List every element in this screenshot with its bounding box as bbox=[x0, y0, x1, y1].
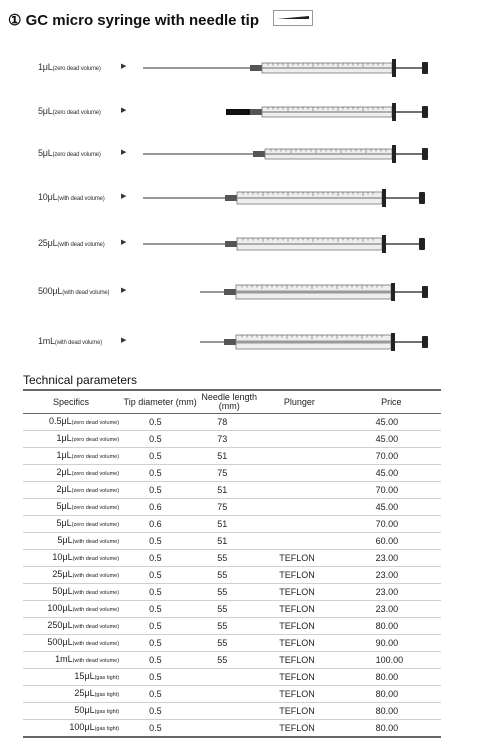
cell-specifics bbox=[23, 431, 119, 448]
syringe-label bbox=[38, 238, 105, 248]
syringe-capacity: 10μL bbox=[38, 192, 58, 202]
cell-specifics bbox=[23, 499, 119, 516]
cell-tip-diameter: 0.5 bbox=[119, 533, 201, 550]
cell-plunger bbox=[257, 482, 341, 499]
cell-specifics bbox=[23, 584, 119, 601]
cell-tip-diameter: 0.5 bbox=[119, 635, 201, 652]
spec-note: (with dead volume) bbox=[72, 573, 120, 579]
spec-note: (with dead volume) bbox=[72, 624, 120, 630]
table-row bbox=[23, 601, 441, 618]
spec-capacity: 25μL bbox=[52, 569, 73, 579]
cell-price: 45.00 bbox=[342, 499, 441, 516]
spec-note: (gas tight) bbox=[94, 692, 120, 698]
cell-needle-length: 55 bbox=[201, 584, 257, 601]
table-row bbox=[23, 533, 441, 550]
flange bbox=[382, 189, 386, 207]
cell-plunger: TEFLON bbox=[257, 567, 341, 584]
cell-specifics bbox=[23, 703, 119, 720]
cell-plunger bbox=[257, 465, 341, 482]
cell-needle-length bbox=[201, 669, 257, 686]
cell-specifics bbox=[23, 669, 119, 686]
table-row bbox=[23, 482, 441, 499]
cell-plunger bbox=[257, 516, 341, 533]
syringe-row bbox=[0, 142, 480, 166]
spec-note: (with dead volume) bbox=[72, 658, 120, 664]
spec-note: (zero dead volume) bbox=[71, 505, 120, 511]
header-specifics: Specifics bbox=[23, 390, 119, 414]
cell-specifics bbox=[23, 482, 119, 499]
spec-note: (with dead volume) bbox=[72, 590, 120, 596]
flange bbox=[392, 145, 396, 163]
table-row bbox=[23, 720, 441, 738]
hub bbox=[250, 109, 262, 115]
cell-price: 23.00 bbox=[342, 584, 441, 601]
cell-needle-length: 55 bbox=[201, 635, 257, 652]
table-row bbox=[23, 550, 441, 567]
flange bbox=[391, 283, 395, 301]
spec-capacity: 5μL bbox=[56, 501, 72, 511]
hub bbox=[225, 241, 237, 247]
table-row bbox=[23, 584, 441, 601]
cell-plunger: TEFLON bbox=[257, 584, 341, 601]
hub bbox=[253, 151, 265, 157]
spec-capacity: 100μL bbox=[69, 722, 95, 732]
syringe-note: (zero dead volume) bbox=[52, 152, 101, 158]
spec-capacity: 100μL bbox=[47, 603, 73, 613]
technical-parameters-table bbox=[23, 389, 441, 738]
cell-tip-diameter: 0.5 bbox=[119, 567, 201, 584]
cell-price: 45.00 bbox=[342, 414, 441, 431]
cell-price: 23.00 bbox=[342, 601, 441, 618]
spec-note: (zero dead volume) bbox=[71, 454, 120, 460]
cell-tip-diameter: 0.5 bbox=[119, 431, 201, 448]
cell-price: 23.00 bbox=[342, 550, 441, 567]
syringe-capacity: 1mL bbox=[38, 336, 55, 346]
cell-needle-length: 51 bbox=[201, 482, 257, 499]
cell-plunger bbox=[257, 414, 341, 431]
cell-specifics bbox=[23, 601, 119, 618]
spec-capacity: 0.5μL bbox=[48, 416, 72, 426]
spec-note: (zero dead volume) bbox=[71, 488, 120, 494]
cell-specifics bbox=[23, 635, 119, 652]
cell-needle-length: 55 bbox=[201, 567, 257, 584]
arrow-right-icon: ▶ bbox=[121, 287, 127, 294]
spec-note: (gas tight) bbox=[94, 726, 120, 732]
syringe-note: (zero dead volume) bbox=[52, 110, 101, 116]
arrow-right-icon: ▶ bbox=[121, 193, 127, 200]
cell-tip-diameter: 0.5 bbox=[119, 618, 201, 635]
cell-price: 60.00 bbox=[342, 533, 441, 550]
flange bbox=[391, 333, 395, 351]
syringe-label bbox=[38, 106, 101, 116]
cell-plunger: TEFLON bbox=[257, 703, 341, 720]
flange bbox=[382, 235, 386, 253]
cell-needle-length: 55 bbox=[201, 550, 257, 567]
table-row bbox=[23, 516, 441, 533]
cell-plunger: TEFLON bbox=[257, 635, 341, 652]
cell-needle-length: 51 bbox=[201, 516, 257, 533]
table-row bbox=[23, 686, 441, 703]
cell-specifics bbox=[23, 516, 119, 533]
arrow-right-icon: ▶ bbox=[121, 239, 127, 246]
spec-capacity: 50μL bbox=[52, 586, 73, 596]
plunger-cap bbox=[422, 62, 428, 74]
cell-plunger: TEFLON bbox=[257, 652, 341, 669]
spec-note: (with dead volume) bbox=[72, 641, 120, 647]
header-needle-length: Needle length (mm) bbox=[201, 390, 257, 414]
cell-needle-length: 78 bbox=[201, 414, 257, 431]
arrow-right-icon: ▶ bbox=[121, 63, 127, 70]
cell-needle-length: 51 bbox=[201, 533, 257, 550]
spec-note: (with dead volume) bbox=[72, 607, 120, 613]
cell-needle-length bbox=[201, 686, 257, 703]
cell-specifics bbox=[23, 567, 119, 584]
syringe-row bbox=[0, 56, 480, 80]
syringe-label bbox=[38, 286, 109, 296]
spec-note: (with dead volume) bbox=[72, 556, 120, 562]
cell-needle-length bbox=[201, 703, 257, 720]
table-row bbox=[23, 652, 441, 669]
syringe-note: (zero dead volume) bbox=[52, 66, 101, 72]
spec-note: (zero dead volume) bbox=[71, 420, 120, 426]
page-title bbox=[8, 10, 313, 30]
cell-needle-length: 73 bbox=[201, 431, 257, 448]
cell-specifics bbox=[23, 533, 119, 550]
syringe-capacity: 25μL bbox=[38, 238, 58, 248]
cell-plunger bbox=[257, 499, 341, 516]
cell-needle-length: 75 bbox=[201, 465, 257, 482]
cell-specifics bbox=[23, 720, 119, 738]
spec-note: (zero dead volume) bbox=[71, 471, 120, 477]
cell-plunger: TEFLON bbox=[257, 550, 341, 567]
syringe-capacity: 5μL bbox=[38, 148, 53, 158]
arrow-right-icon: ▶ bbox=[121, 149, 127, 156]
cell-tip-diameter: 0.5 bbox=[119, 669, 201, 686]
cell-tip-diameter: 0.5 bbox=[119, 448, 201, 465]
spec-note: (gas tight) bbox=[94, 709, 120, 715]
syringe-capacity: 5μL bbox=[38, 106, 53, 116]
cell-specifics bbox=[23, 686, 119, 703]
page-title-text: ① GC micro syringe with needle tip bbox=[8, 12, 259, 29]
syringe-capacity: 500μL bbox=[38, 286, 63, 296]
spec-capacity: 50μL bbox=[74, 705, 95, 715]
plunger-cap bbox=[419, 238, 425, 250]
spec-capacity: 10μL bbox=[52, 552, 73, 562]
syringe-note: (with dead volume) bbox=[57, 196, 105, 202]
table-row bbox=[23, 499, 441, 516]
cell-price: 80.00 bbox=[342, 686, 441, 703]
cell-price: 100.00 bbox=[342, 652, 441, 669]
hub bbox=[224, 289, 236, 295]
syringe-row bbox=[0, 280, 480, 304]
cell-needle-length: 75 bbox=[201, 499, 257, 516]
syringe-note: (with dead volume) bbox=[54, 340, 103, 346]
cell-tip-diameter: 0.5 bbox=[119, 414, 201, 431]
spec-capacity: 2μL bbox=[56, 484, 72, 494]
cell-plunger bbox=[257, 448, 341, 465]
cell-specifics bbox=[23, 652, 119, 669]
technical-parameters-title: Technical parameters bbox=[23, 373, 138, 387]
cell-price: 90.00 bbox=[342, 635, 441, 652]
cell-needle-length bbox=[201, 720, 257, 738]
cell-tip-diameter: 0.5 bbox=[119, 686, 201, 703]
spec-capacity: 500μL bbox=[47, 637, 73, 647]
cell-price: 45.00 bbox=[342, 431, 441, 448]
cell-price: 70.00 bbox=[342, 482, 441, 499]
cell-specifics bbox=[23, 465, 119, 482]
cell-needle-length: 55 bbox=[201, 601, 257, 618]
table-row bbox=[23, 431, 441, 448]
cell-tip-diameter: 0.5 bbox=[119, 550, 201, 567]
syringe-row bbox=[0, 330, 480, 354]
syringe-label bbox=[38, 148, 101, 158]
syringe-label bbox=[38, 192, 105, 202]
cell-price: 80.00 bbox=[342, 618, 441, 635]
cell-price: 80.00 bbox=[342, 703, 441, 720]
cell-price: 70.00 bbox=[342, 516, 441, 533]
syringe-label bbox=[38, 336, 102, 346]
syringe-capacity: 1μL bbox=[38, 62, 53, 72]
plunger-cap bbox=[422, 286, 428, 298]
cell-tip-diameter: 0.6 bbox=[119, 516, 201, 533]
spec-capacity: 15μL bbox=[74, 671, 95, 681]
cell-specifics bbox=[23, 414, 119, 431]
syringe-row bbox=[0, 232, 480, 256]
cell-plunger bbox=[257, 431, 341, 448]
cell-needle-length: 55 bbox=[201, 618, 257, 635]
syringe-note: (with dead volume) bbox=[62, 290, 110, 296]
cell-tip-diameter: 0.5 bbox=[119, 652, 201, 669]
cell-needle-length: 51 bbox=[201, 448, 257, 465]
table-row bbox=[23, 414, 441, 431]
cell-needle-length: 55 bbox=[201, 652, 257, 669]
spec-note: (zero dead volume) bbox=[71, 522, 120, 528]
spec-capacity: 5μL bbox=[56, 518, 72, 528]
spec-capacity: 1μL bbox=[56, 450, 72, 460]
cell-plunger: TEFLON bbox=[257, 601, 341, 618]
table-row bbox=[23, 448, 441, 465]
cell-price: 70.00 bbox=[342, 448, 441, 465]
plunger-cap bbox=[419, 192, 425, 204]
header-price: Price bbox=[342, 390, 441, 414]
cell-tip-diameter: 0.5 bbox=[119, 720, 201, 738]
hub bbox=[224, 339, 236, 345]
table-body bbox=[23, 414, 441, 738]
flange bbox=[392, 103, 396, 121]
hub bbox=[250, 65, 262, 71]
spec-capacity: 1mL bbox=[55, 654, 73, 664]
cell-tip-diameter: 0.6 bbox=[119, 499, 201, 516]
spec-capacity: 5μL bbox=[57, 535, 73, 545]
table-header-row bbox=[23, 390, 441, 414]
cell-tip-diameter: 0.5 bbox=[119, 703, 201, 720]
header-plunger: Plunger bbox=[257, 390, 341, 414]
cell-plunger: TEFLON bbox=[257, 618, 341, 635]
table-row bbox=[23, 465, 441, 482]
table-row bbox=[23, 703, 441, 720]
syringe-row bbox=[0, 186, 480, 210]
cell-specifics bbox=[23, 618, 119, 635]
spec-capacity: 1μL bbox=[56, 433, 72, 443]
spec-note: (gas tight) bbox=[94, 675, 120, 681]
arrow-right-icon: ▶ bbox=[121, 337, 127, 344]
cell-price: 80.00 bbox=[342, 720, 441, 738]
cell-plunger bbox=[257, 533, 341, 550]
table-row bbox=[23, 669, 441, 686]
cell-tip-diameter: 0.5 bbox=[119, 584, 201, 601]
cell-price: 45.00 bbox=[342, 465, 441, 482]
flange bbox=[392, 59, 396, 77]
spec-capacity: 2μL bbox=[56, 467, 72, 477]
table-row bbox=[23, 635, 441, 652]
table-row bbox=[23, 567, 441, 584]
plunger-cap bbox=[422, 336, 428, 348]
table-row bbox=[23, 618, 441, 635]
spec-capacity: 25μL bbox=[74, 688, 95, 698]
cell-price: 80.00 bbox=[342, 669, 441, 686]
cell-tip-diameter: 0.5 bbox=[119, 601, 201, 618]
spec-capacity: 250μL bbox=[47, 620, 73, 630]
syringe-row bbox=[0, 100, 480, 124]
cell-plunger: TEFLON bbox=[257, 720, 341, 738]
cell-specifics bbox=[23, 448, 119, 465]
cell-plunger: TEFLON bbox=[257, 669, 341, 686]
syringe-label bbox=[38, 62, 101, 72]
needle-tip-icon bbox=[273, 10, 313, 30]
hub bbox=[225, 195, 237, 201]
cell-specifics bbox=[23, 550, 119, 567]
cell-price: 23.00 bbox=[342, 567, 441, 584]
spec-note: (with dead volume) bbox=[72, 539, 120, 545]
syringe-note: (with dead volume) bbox=[57, 242, 105, 248]
spec-note: (zero dead volume) bbox=[71, 437, 120, 443]
plunger-cap bbox=[422, 148, 428, 160]
cell-tip-diameter: 0.5 bbox=[119, 482, 201, 499]
cell-tip-diameter: 0.5 bbox=[119, 465, 201, 482]
cell-plunger: TEFLON bbox=[257, 686, 341, 703]
arrow-right-icon: ▶ bbox=[121, 107, 127, 114]
plunger-cap bbox=[422, 106, 428, 118]
header-tip-diameter: Tip diameter (mm) bbox=[119, 390, 201, 414]
